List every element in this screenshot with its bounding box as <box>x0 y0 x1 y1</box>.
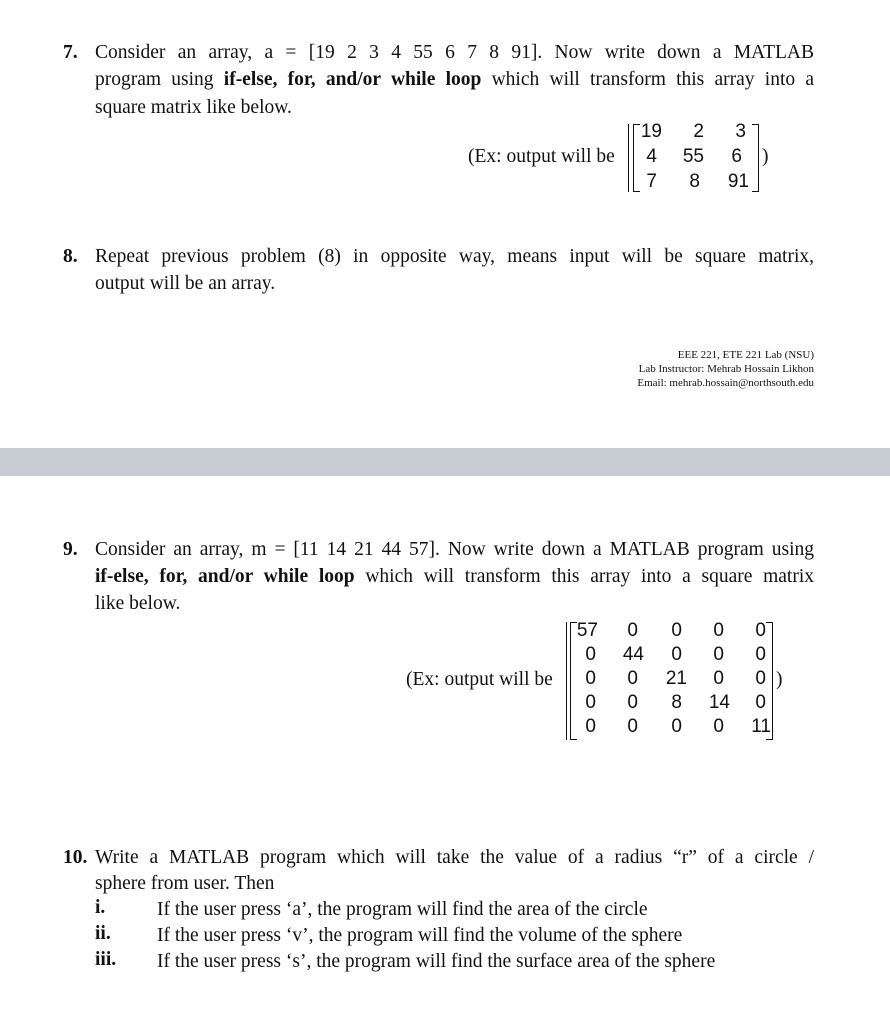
q7-label-bar <box>628 124 629 192</box>
q10-item-2-numeral: ii. <box>95 923 111 944</box>
footer-instructor: Lab Instructor: Mehrab Hossain Likhon <box>638 363 814 375</box>
q7-cell: 2 <box>693 121 704 142</box>
q9-cell: 0 <box>627 692 638 713</box>
q8-line-1: Repeat previous problem (8) in opposite way, means input will be square matrix, <box>95 246 814 267</box>
q9-cell: 21 <box>665 668 687 689</box>
q7-cell: 8 <box>689 171 700 192</box>
q7-line-1: Consider an array, a = [19 2 3 4 55 6 7 8 91]. Now write down a MATLAB <box>95 42 814 63</box>
q9-cell: 0 <box>713 620 724 641</box>
q10-item-3-numeral: iii. <box>95 949 117 970</box>
q9-cell: 44 <box>622 644 644 665</box>
q7-loop-keywords: if-else, for, and/or while loop <box>223 69 482 90</box>
q10-line-1: Write a MATLAB program which will take the value of a radius “r” of a circle / <box>95 847 814 868</box>
q9-cell: 0 <box>755 692 766 713</box>
q9-cell: 0 <box>713 644 724 665</box>
q9-cell: 0 <box>585 692 596 713</box>
q7-cell: 4 <box>646 146 657 167</box>
q7-line-2-post: which will transform this array into a <box>481 69 814 90</box>
q9-cell: 0 <box>713 668 724 689</box>
q8-line-2: output will be an array. <box>95 273 276 294</box>
q9-cell: 0 <box>671 644 682 665</box>
q7-line-2-pre: program using <box>95 69 224 90</box>
q9-cell: 0 <box>713 716 724 737</box>
q7-example-label: (Ex: output will be <box>468 146 615 167</box>
q9-cell: 0 <box>585 716 596 737</box>
q10-number: 10. <box>63 847 88 868</box>
q7-matrix-right-bracket <box>752 124 759 192</box>
q8-number: 8. <box>63 246 78 267</box>
q7-number: 7. <box>63 42 78 63</box>
q7-example-close: ) <box>762 146 769 167</box>
q9-loop-keywords: if-else, for, and/or while loop <box>95 566 355 587</box>
footer-email: Email: mehrab.hossain@northsouth.edu <box>637 377 814 389</box>
q7-cell: 91 <box>727 171 749 192</box>
q10-item-1-numeral: i. <box>95 897 106 918</box>
q7-line-3: square matrix like below. <box>95 97 292 118</box>
q7-cell: 7 <box>646 171 657 192</box>
q9-cell: 57 <box>576 620 598 641</box>
q10-item-1-text: If the user press ‘a’, the program will find the area of the circle <box>157 899 648 920</box>
page-separator <box>0 448 890 476</box>
q7-cell: 55 <box>682 146 704 167</box>
q7-cell: 3 <box>735 121 746 142</box>
q9-cell: 0 <box>585 644 596 665</box>
q7-line-2 <box>95 67 814 93</box>
q9-line-1: Consider an array, m = [11 14 21 44 57]. Now write down a MATLAB program using <box>95 539 814 560</box>
q9-number: 9. <box>63 539 78 560</box>
q9-line-3: like below. <box>95 593 181 614</box>
q9-cell: 14 <box>708 692 730 713</box>
q9-cell: 0 <box>627 620 638 641</box>
q10-item-2-text: If the user press ‘v’, the program will find the volume of the sphere <box>157 925 683 946</box>
q9-cell: 0 <box>627 668 638 689</box>
q9-example-label: (Ex: output will be <box>406 669 553 690</box>
q9-cell: 8 <box>671 692 682 713</box>
q9-cell: 0 <box>755 620 766 641</box>
q9-line-2 <box>95 564 814 590</box>
q9-cell: 0 <box>755 668 766 689</box>
q9-cell: 0 <box>671 716 682 737</box>
q9-cell: 0 <box>671 620 682 641</box>
q7-cell: 19 <box>640 121 662 142</box>
q7-cell: 6 <box>731 146 742 167</box>
q9-example-close: ) <box>776 669 783 690</box>
q10-item-3-text: If the user press ‘s’, the program will find the surface area of the sphere <box>157 951 716 972</box>
q9-cell: 0 <box>585 668 596 689</box>
q9-cell: 11 <box>751 716 771 737</box>
q9-cell: 0 <box>627 716 638 737</box>
footer-course: EEE 221, ETE 221 Lab (NSU) <box>677 349 814 361</box>
q10-line-2: sphere from user. Then <box>95 873 275 894</box>
q9-cell: 0 <box>755 644 766 665</box>
q9-label-bar <box>566 622 567 740</box>
q9-line-2-post: which will transform this array into a square matrix <box>354 566 815 587</box>
